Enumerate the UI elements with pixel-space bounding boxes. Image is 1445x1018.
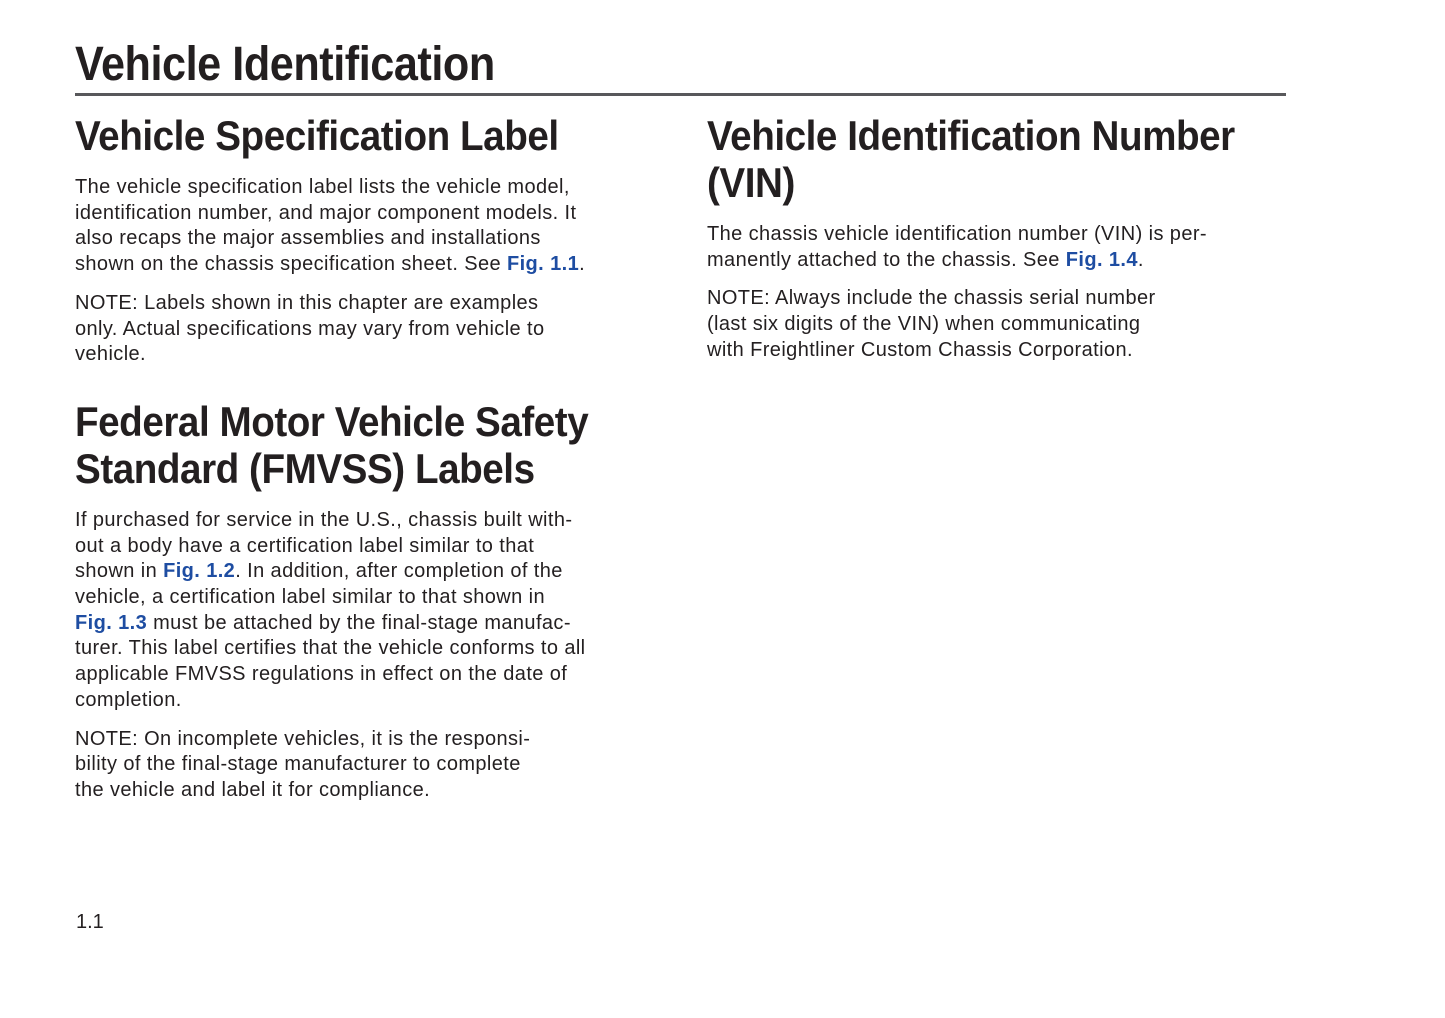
text-segment: . [1137,248,1144,271]
heading-line: Federal Motor Vehicle Safety [75,397,589,445]
text-line: applicable FMVSS regulations in effect on the date of [75,663,568,686]
heading-line: Vehicle Specification Label [75,112,559,159]
page-number: 1.1 [76,911,104,933]
text-line: identification number, and major component models. It [75,201,577,224]
text-line: also recaps the major assemblies and installations [75,227,541,250]
text-line: only. Actual specifications may vary from vehicle to [75,317,545,340]
section-vehicle-specification-label [75,112,675,368]
text-line: The vehicle specification label lists the vehicle model, [75,176,570,198]
text-line: NOTE: On incomplete vehicles, it is the responsi- [75,727,531,750]
spec-label-note [75,291,675,368]
text-segment: must be attached by the final-stage manufac- [147,611,571,634]
heading-line: Standard (FMVSS) Labels [75,444,535,492]
left-column [75,112,675,817]
fmvss-labels-heading [75,398,627,492]
text-line: turer. This label certifies that the vehicle conforms to all [75,637,586,660]
text-line: vehicle, a certification label similar to that shown in [75,586,545,609]
text-line: NOTE: Always include the chassis serial number [707,287,1156,310]
vin-heading [707,112,1241,206]
text-line: out a body have a certification label similar to that [75,534,535,557]
text-line [707,248,1287,274]
fig-1-4-link[interactable]: Fig. 1.4 [1065,248,1138,271]
vehicle-specification-label-heading [75,112,627,159]
section-vin [707,112,1287,364]
vin-note [707,286,1287,363]
text-line: with Freightliner Custom Chassis Corporation. [707,338,1133,361]
text-line: vehicle. [75,343,147,366]
text-segment: . In addition, after completion of the [235,560,563,583]
right-column [707,112,1287,377]
heading-line: (VIN) [707,159,795,206]
text-line: If purchased for service in the U.S., chassis built with- [75,508,573,531]
text-line: the vehicle and label it for compliance. [75,778,431,801]
text-line: (last six digits of the VIN) when communicating [707,313,1141,336]
text-line: NOTE: Labels shown in this chapter are examples [75,291,539,314]
text-line: The chassis vehicle identification number (VIN) is per- [707,223,1207,245]
text-line [75,559,675,585]
fig-1-2-link[interactable]: Fig. 1.2 [163,560,236,583]
spec-label-paragraph [75,175,675,278]
section-fmvss-labels [75,398,675,804]
page-title: Vehicle Identification [75,38,495,91]
vin-paragraph [707,222,1287,273]
text-segment: shown on the chassis specification sheet. See [75,253,507,276]
fig-1-1-link[interactable]: Fig. 1.1 [506,253,580,276]
text-line [75,611,675,637]
heading-line: Vehicle Identification Number [707,112,1235,159]
text-segment: . [579,253,586,276]
fig-1-3-link[interactable]: Fig. 1.3 [75,611,148,634]
text-line: bility of the final-stage manufacturer to complete [75,753,521,776]
fmvss-paragraph [75,508,675,714]
text-segment: manently attached to the chassis. See [707,248,1066,271]
text-line [75,252,675,278]
text-line: completion. [75,688,182,711]
text-segment: shown in [75,560,164,583]
title-divider [75,93,1286,96]
fmvss-note [75,727,675,804]
